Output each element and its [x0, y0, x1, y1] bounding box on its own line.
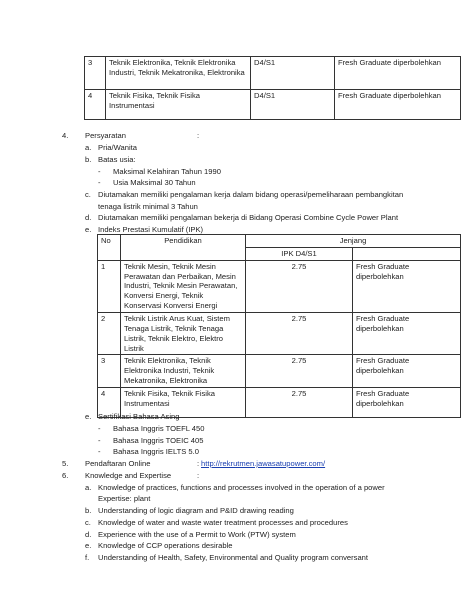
item-mark: e. — [85, 225, 92, 234]
item-text: Understanding of logic diagram and P&ID drawing reading — [98, 506, 294, 515]
item-text: Diutamakan memiliki pengalaman kerja dalam bidang operasi/pemeliharaan pembangkitan — [98, 190, 404, 199]
bullet-mark: - — [98, 424, 101, 433]
section-title: Knowledge and Expertise — [85, 471, 172, 480]
row-no: 2 — [98, 313, 121, 355]
bullet-mark: - — [98, 436, 101, 445]
header-level: Jenjang — [246, 235, 461, 248]
item-mark: f. — [85, 553, 90, 562]
section-number: 6. — [62, 471, 69, 480]
row-ipk: 2.75 — [246, 388, 353, 418]
item-mark: a. — [85, 143, 92, 152]
row-note: Fresh Graduate diperbolehkan — [353, 355, 461, 388]
registration-link[interactable]: http://rekrutmen.jawasatupower.com/ — [201, 459, 326, 468]
bullet-text: Bahasa Inggris TOEFL 450 — [113, 424, 205, 433]
section-title: Persyaratan — [85, 131, 126, 140]
bullet-mark: - — [98, 167, 101, 176]
item-mark: b. — [85, 155, 92, 164]
item-mark: d. — [85, 213, 92, 222]
bullet-mark: - — [98, 178, 101, 187]
table-row — [98, 260, 461, 312]
ipk-table — [97, 234, 461, 418]
item-text: Pria/Wanita — [98, 143, 137, 152]
item-mark: d. — [85, 530, 92, 539]
row-education: Teknik Fisika, Teknik Fisika Instrumentasi — [106, 90, 251, 120]
bullet-text: Usia Maksimal 30 Tahun — [113, 178, 196, 187]
row-note: Fresh Graduate diperbolehkan — [353, 260, 461, 312]
row-ipk: 2.75 — [246, 355, 353, 388]
item-mark: a. — [85, 483, 92, 492]
item-mark: b. — [85, 506, 92, 515]
item-mark: c. — [85, 518, 91, 527]
item-text: Understanding of Health, Safety, Environmental and Quality program conversant — [98, 553, 369, 562]
header-no: No — [98, 235, 121, 261]
bullet-text: Bahasa Inggris IELTS 5.0 — [113, 447, 199, 456]
section-number: 4. — [62, 131, 69, 140]
header-ipk: IPK D4/S1 — [246, 247, 353, 260]
row-note: Fresh Graduate diperbolehkan — [335, 57, 461, 90]
item-text: Diutamakan memiliki pengalaman bekerja di Bidang Operasi Combine Cycle Power Plant — [98, 213, 399, 222]
item-text-cont: tenaga listrik minimal 3 Tahun — [98, 202, 198, 211]
row-level: D4/S1 — [251, 90, 335, 120]
section-colon: : — [197, 131, 200, 140]
top-table — [84, 56, 461, 120]
item-text: Knowledge of water and waste water treatment processes and procedures — [98, 518, 348, 527]
item-text: Experience with the use of a Permit to Work (PTW) system — [98, 530, 296, 539]
row-level: D4/S1 — [251, 57, 335, 90]
row-education: Teknik Listrik Arus Kuat, Sistem Tenaga Listrik, Teknik Tenaga Listrik, Teknik Elektro, Elektro Listrik — [121, 313, 246, 355]
row-education: Teknik Elektronika, Teknik Elektronika Industri, Teknik Mekatronika, Elektronika — [121, 355, 246, 388]
row-ipk: 2.75 — [246, 313, 353, 355]
row-no: 1 — [98, 260, 121, 312]
section-title: Pendaftaran Online — [85, 459, 151, 468]
bullet-text: Maksimal Kelahiran Tahun 1990 — [113, 167, 221, 176]
row-note: Fresh Graduate diperbolehkan — [353, 313, 461, 355]
item-mark: c. — [85, 190, 91, 199]
row-note: Fresh Graduate diperbolehkan — [335, 90, 461, 120]
bullet-text: Bahasa Inggris TOEIC 405 — [113, 436, 204, 445]
item-text: Batas usia: — [98, 155, 136, 164]
row-no: 3 — [85, 57, 106, 90]
row-education: Teknik Elektronika, Teknik Elektronika Industri, Teknik Mekatronika, Elektronika — [106, 57, 251, 90]
item-text: Knowledge of CCP operations desirable — [98, 541, 233, 550]
row-no: 4 — [98, 388, 121, 418]
row-no: 4 — [85, 90, 106, 120]
header-education: Pendidikan — [121, 235, 246, 261]
table-row — [85, 90, 461, 120]
item-mark: e. — [85, 412, 92, 421]
table-row — [98, 313, 461, 355]
item-mark: e. — [85, 541, 92, 550]
section-colon: : — [197, 471, 200, 480]
row-education: Teknik Fisika, Teknik Fisika Instrumentasi — [121, 388, 246, 418]
table-row — [98, 355, 461, 388]
item-text-cont: Expertise: plant — [98, 494, 151, 503]
row-ipk: 2.75 — [246, 260, 353, 312]
section-colon: : — [197, 459, 200, 468]
row-note: Fresh Graduate diperbolehkan — [353, 388, 461, 418]
header-blank — [353, 247, 461, 260]
bullet-mark: - — [98, 447, 101, 456]
row-no: 3 — [98, 355, 121, 388]
item-text: Indeks Prestasi Kumulatif (IPK) — [98, 225, 204, 234]
item-text: Knowledge of practices, functions and processes involved in the operation of a power — [98, 483, 385, 492]
table-header-row — [98, 235, 461, 248]
table-row — [85, 57, 461, 90]
section-number: 5. — [62, 459, 69, 468]
row-education: Teknik Mesin, Teknik Mesin Perawatan dan Perbaikan, Mesin Industri, Teknik Mesin Perawatan, Konversi Energi, Teknik Konservasi Konversi Energi — [121, 260, 246, 312]
item-text: Sertifikasi Bahasa Asing — [98, 412, 180, 421]
